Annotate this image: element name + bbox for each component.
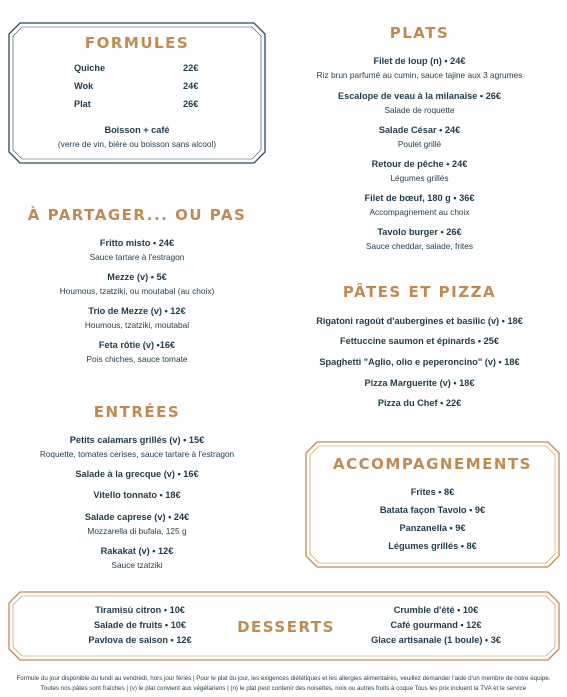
- accompagnements-title: ACCOMPAGNEMENTS: [333, 455, 532, 473]
- desserts-title: DESSERTS: [237, 618, 335, 636]
- menu-item: [305, 486, 560, 499]
- menu-item: [272, 335, 567, 348]
- menu-item: [0, 511, 274, 538]
- item-name: Panzanella • 9€: [399, 523, 466, 533]
- item-name: Petits calamars grillés (v) • 15€: [69, 435, 205, 445]
- menu-item: [0, 545, 274, 572]
- menu-item: [272, 315, 567, 328]
- item-desc: Pois chiches, sauce tomate: [86, 354, 188, 364]
- menu-item: [272, 124, 567, 151]
- item-desc: Sauce tzatziki: [111, 560, 163, 570]
- formules-item-price: 26€: [183, 99, 199, 109]
- item-name: Fritto misto • 24€: [99, 238, 175, 248]
- item-desc: Mozzarella di bufala, 125 g: [87, 526, 187, 536]
- item-name: Crumble d'été • 10€: [393, 605, 479, 615]
- dessert-item: [60, 604, 220, 617]
- item-desc: Roquette, tomates cerises, sauce tartare à l'estragon: [39, 449, 235, 459]
- item-desc: Poulet grillé: [397, 139, 442, 149]
- pates-title: PÂTES ET PIZZA: [342, 283, 497, 301]
- item-name: Retour de pêche • 24€: [371, 159, 468, 169]
- menu-item: [305, 504, 560, 517]
- menu-item: [0, 339, 274, 366]
- boisson-title: Boisson + café: [104, 125, 170, 135]
- item-name: Pizza Marguerite (v) • 18€: [364, 378, 475, 388]
- item-name: Filet de bœuf, 180 g • 36€: [364, 193, 475, 203]
- menu-item: [272, 90, 567, 117]
- formules-item-price: 24€: [183, 81, 199, 91]
- item-desc: Salade de roquette: [384, 105, 455, 115]
- formules-item-name: Plat: [74, 99, 91, 109]
- item-name: Salade César • 24€: [378, 125, 461, 135]
- item-name: Tiramisù citron • 10€: [95, 605, 185, 615]
- menu-item: [0, 271, 274, 298]
- item-name: Batata façon Tavolo • 9€: [379, 505, 486, 515]
- menu-item: [0, 237, 274, 264]
- formules-item-name: Quiche: [74, 63, 106, 73]
- item-name: Salade caprese (v) • 24€: [84, 512, 190, 522]
- menu-item: [305, 540, 560, 553]
- item-name: Spaghetti "Aglio, olio e peperoncino" (v) • 18€: [319, 357, 520, 367]
- menu-item: [272, 377, 567, 390]
- dessert-item: [336, 619, 536, 632]
- menu-item: [0, 305, 274, 332]
- item-name: Légumes grillés • 8€: [388, 541, 477, 551]
- formules-title: FORMULES: [84, 34, 190, 52]
- dessert-item: [60, 619, 220, 632]
- formules-item-name: Wok: [74, 81, 94, 91]
- item-name: Pavlova de saison • 12€: [88, 635, 192, 645]
- item-name: Rakakat (v) • 12€: [100, 546, 174, 556]
- footer-note-1: Formule du jour disponible du lundi au vendredi, hors jour fériés | Pour le plat du jour, les exigences diététiques et les allergies alimentaires, veuillez demander l'aide d'un membre de notre équipe.: [16, 675, 551, 682]
- item-name: Pizza du Chef • 22€: [377, 398, 462, 408]
- item-name: Vitello tonnato • 18€: [93, 490, 181, 500]
- plats-title: PLATS: [389, 24, 450, 42]
- menu-item: [0, 468, 274, 481]
- menu-item: [305, 522, 560, 535]
- item-desc: Légumes grillés: [390, 173, 449, 183]
- item-name: Fettuccine saumon et épinards • 25€: [340, 336, 499, 346]
- item-desc: Sauce tartare à l'estragon: [89, 252, 185, 262]
- item-name: Escalope de veau à la milanaise • 26€: [337, 91, 502, 101]
- formules-item-price: 22€: [183, 63, 199, 73]
- item-name: Trio de Mezze (v) • 12€: [88, 306, 186, 316]
- item-desc: Houmous, tzatziki, ou moutabal (au choix): [59, 286, 215, 296]
- boisson-desc: (verre de vin, bière ou boisson sans alcool): [57, 139, 217, 149]
- footer-note-2: Toutes nos pâtes sont fraîches | (v) le plat convient aux végétariens | (n) le plat peut contenir des noisettes, noix ou autres fruits à coque Tous les prix incluent la TVA et le service: [40, 685, 527, 692]
- item-name: Filet de loup (n) • 24€: [373, 56, 466, 66]
- item-desc: Houmous, tzatziki, moutabal: [84, 320, 190, 330]
- menu-item: [0, 489, 274, 502]
- item-name: Feta rôtie (v) •16€: [98, 340, 176, 350]
- dessert-item: [60, 634, 220, 647]
- item-name: Café gourmand • 12€: [390, 620, 482, 630]
- item-desc: Accompagnement au choix: [369, 207, 470, 217]
- dessert-item: [336, 604, 536, 617]
- menu-item: [272, 356, 567, 369]
- item-name: Salade à la grecque (v) • 16€: [75, 469, 199, 479]
- item-desc: Sauce cheddar, salade, frites: [365, 241, 473, 251]
- menu-item: [272, 397, 567, 410]
- dessert-item: [336, 634, 536, 647]
- formules-boisson: [8, 124, 266, 151]
- item-name: Mezze (v) • 5€: [107, 272, 167, 282]
- menu-item: [0, 434, 274, 461]
- partager-title: À PARTAGER... OU PAS: [27, 206, 247, 224]
- menu-item: [272, 226, 567, 253]
- item-name: Frites • 8€: [410, 487, 455, 497]
- menu-item: [272, 192, 567, 219]
- item-desc: Riz brun parfumé au cumin, sauce tajine aux 3 agrumes: [316, 70, 523, 80]
- item-name: Glace artisanale (1 boule) • 3€: [371, 635, 501, 645]
- entrees-title: ENTRÉES: [93, 403, 181, 421]
- menu-item: [272, 158, 567, 185]
- item-name: Tavolo burger • 26€: [377, 227, 462, 237]
- menu-item: [272, 55, 567, 82]
- item-name: Rigatoni ragoût d'aubergines et basilic (v) • 18€: [316, 316, 523, 326]
- item-name: Salade de fruits • 10€: [93, 620, 187, 630]
